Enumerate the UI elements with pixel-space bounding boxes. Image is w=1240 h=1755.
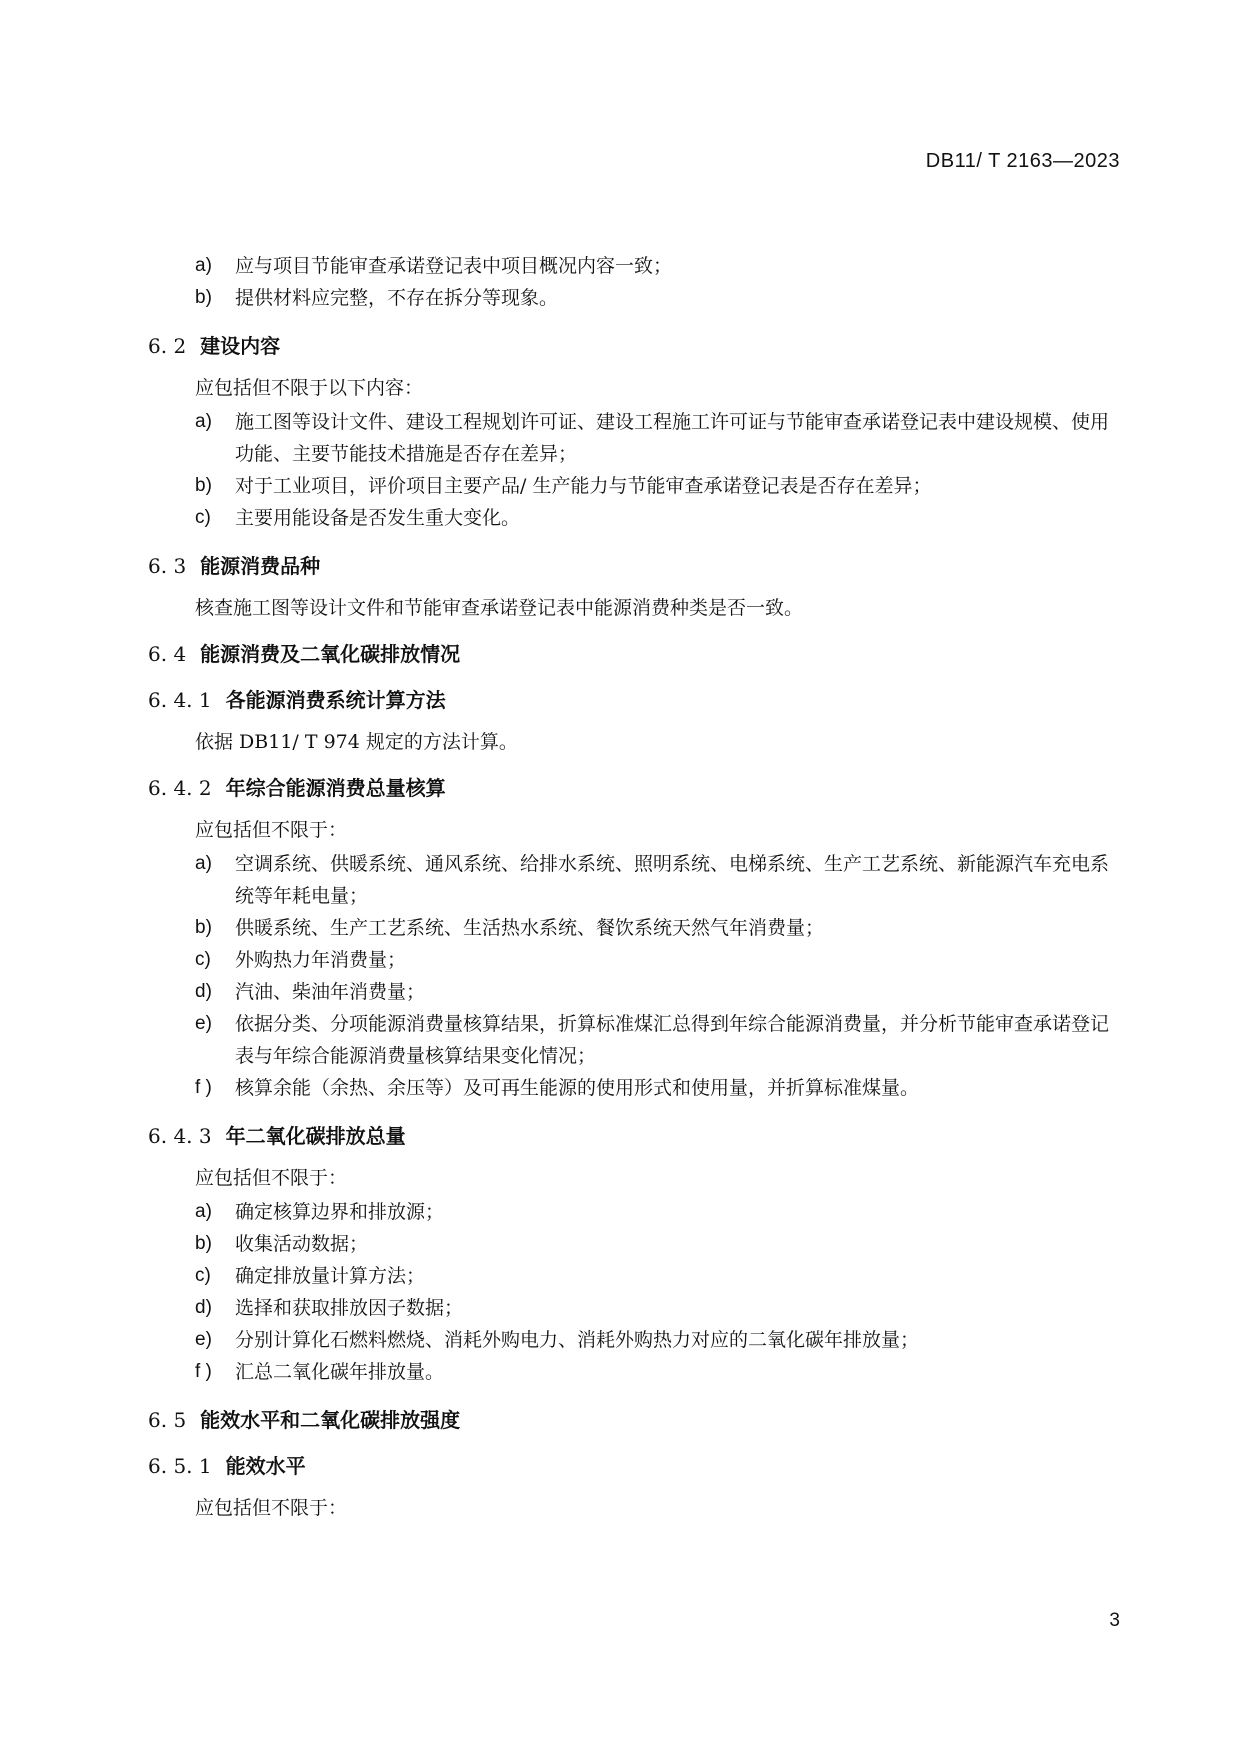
section-heading-6-4 (148, 640, 1120, 668)
section-title: 能源消费品种 (200, 554, 321, 578)
section-number: 6. 3 (148, 554, 187, 578)
list-item (148, 912, 1120, 944)
section-intro: 应包括但不限于： (195, 1497, 348, 1519)
list-item (148, 282, 1120, 314)
list-text: 分别计算化石燃料燃烧、消耗外购电力、消耗外购热力对应的二氧化碳年排放量； (235, 1329, 920, 1351)
list-mark: b) (195, 917, 212, 938)
section-intro: 应包括但不限于： (195, 1167, 348, 1189)
list-mark: a) (195, 255, 212, 276)
section-title: 年综合能源消费总量核算 (225, 776, 446, 800)
list-item (148, 1324, 1120, 1356)
document-code: DB11/ T 2163—2023 (925, 150, 1120, 172)
section-heading-6-4-3 (148, 1122, 1120, 1150)
list-mark: a) (195, 411, 212, 432)
section-heading-6-5 (148, 1406, 1120, 1434)
list-text: 应与项目节能审查承诺登记表中项目概况内容一致； (235, 255, 673, 277)
section-heading-6-2 (148, 332, 1120, 360)
list-mark: f ) (195, 1077, 212, 1098)
section-number: 6. 5. 1 (148, 1454, 212, 1478)
list-text: 汽油、柴油年消费量； (235, 981, 426, 1003)
section-heading-6-4-1 (148, 686, 1120, 714)
list-item (148, 1356, 1120, 1388)
list-mark: c) (195, 1265, 211, 1286)
list-mark: b) (195, 1233, 212, 1254)
list-text: 汇总二氧化碳年排放量。 (235, 1361, 445, 1383)
section-heading-6-4-2 (148, 774, 1120, 802)
section-text: 核查施工图等设计文件和节能审查承诺登记表中能源消费种类是否一致。 (195, 597, 804, 619)
list-text: 提供材料应完整，不存在拆分等现象。 (235, 287, 559, 309)
list-item (148, 250, 1120, 282)
section-text: 依据 DB11/ T 974 规定的方法计算。 (195, 731, 518, 753)
list-item (148, 1072, 1120, 1104)
list-text: 核算余能（余热、余压等）及可再生能源的使用形式和使用量，并折算标准煤量。 (235, 1077, 920, 1099)
section-title: 能源消费及二氧化碳排放情况 (200, 642, 461, 666)
list-text: 依据分类、分项能源消费量核算结果，折算标准煤汇总得到年综合能源消费量，并分析节能审查承诺登记表与年综合能源消费量核算结果变化情况； (235, 1013, 1110, 1067)
list-text: 供暖系统、生产工艺系统、生活热水系统、餐饮系统天然气年消费量； (235, 917, 825, 939)
list-text: 确定核算边界和排放源； (235, 1201, 445, 1223)
section-title: 建设内容 (200, 334, 281, 358)
section-number: 6. 4. 3 (148, 1124, 212, 1148)
section-number: 6. 5 (148, 1408, 187, 1432)
list-mark: e) (195, 1013, 212, 1034)
section-number: 6. 2 (148, 334, 187, 358)
list-text: 收集活动数据； (235, 1233, 369, 1255)
list-mark: c) (195, 507, 211, 528)
document-body (148, 250, 1120, 1526)
list-item (148, 1008, 1120, 1072)
list-mark: e) (195, 1329, 212, 1350)
list-mark: b) (195, 287, 212, 308)
list-item (148, 976, 1120, 1008)
intro-list (148, 250, 1120, 314)
list-text: 空调系统、供暖系统、通风系统、给排水系统、照明系统、电梯系统、生产工艺系统、新能源汽车充电系统等年耗电量； (235, 853, 1110, 907)
list-item (148, 944, 1120, 976)
list-mark: a) (195, 853, 212, 874)
section-intro: 应包括但不限于以下内容： (195, 377, 424, 399)
list-item (148, 502, 1120, 534)
list-text: 主要用能设备是否发生重大变化。 (235, 507, 521, 529)
section-heading-6-5-1 (148, 1452, 1120, 1480)
list-text: 施工图等设计文件、建设工程规划许可证、建设工程施工许可证与节能审查承诺登记表中建设规模、使用功能、主要节能技术措施是否存在差异； (235, 411, 1110, 465)
list-item (148, 406, 1120, 470)
list-mark: c) (195, 949, 211, 970)
list-text: 选择和获取排放因子数据； (235, 1297, 464, 1319)
list-item (148, 1228, 1120, 1260)
list-mark: b) (195, 475, 212, 496)
list-item (148, 1260, 1120, 1292)
list-item (148, 470, 1120, 502)
list-mark: d) (195, 981, 212, 1002)
section-title: 能效水平 (225, 1454, 306, 1478)
section-intro: 应包括但不限于： (195, 819, 348, 841)
section-number: 6. 4. 1 (148, 688, 212, 712)
list-mark: a) (195, 1201, 212, 1222)
section-title: 年二氧化碳排放总量 (225, 1124, 406, 1148)
list-item (148, 1292, 1120, 1324)
list-text: 外购热力年消费量； (235, 949, 407, 971)
section-title: 能效水平和二氧化碳排放强度 (200, 1408, 461, 1432)
list-item (148, 848, 1120, 912)
list-text: 对于工业项目，评价项目主要产品/ 生产能力与节能审查承诺登记表是否存在差异； (235, 475, 932, 497)
section-heading-6-3 (148, 552, 1120, 580)
list-item (148, 1196, 1120, 1228)
list-text: 确定排放量计算方法； (235, 1265, 426, 1287)
page-number: 3 (1109, 1610, 1120, 1631)
list-mark: f ) (195, 1361, 212, 1382)
section-title: 各能源消费系统计算方法 (225, 688, 446, 712)
section-number: 6. 4 (148, 642, 187, 666)
section-number: 6. 4. 2 (148, 776, 212, 800)
list-mark: d) (195, 1297, 212, 1318)
